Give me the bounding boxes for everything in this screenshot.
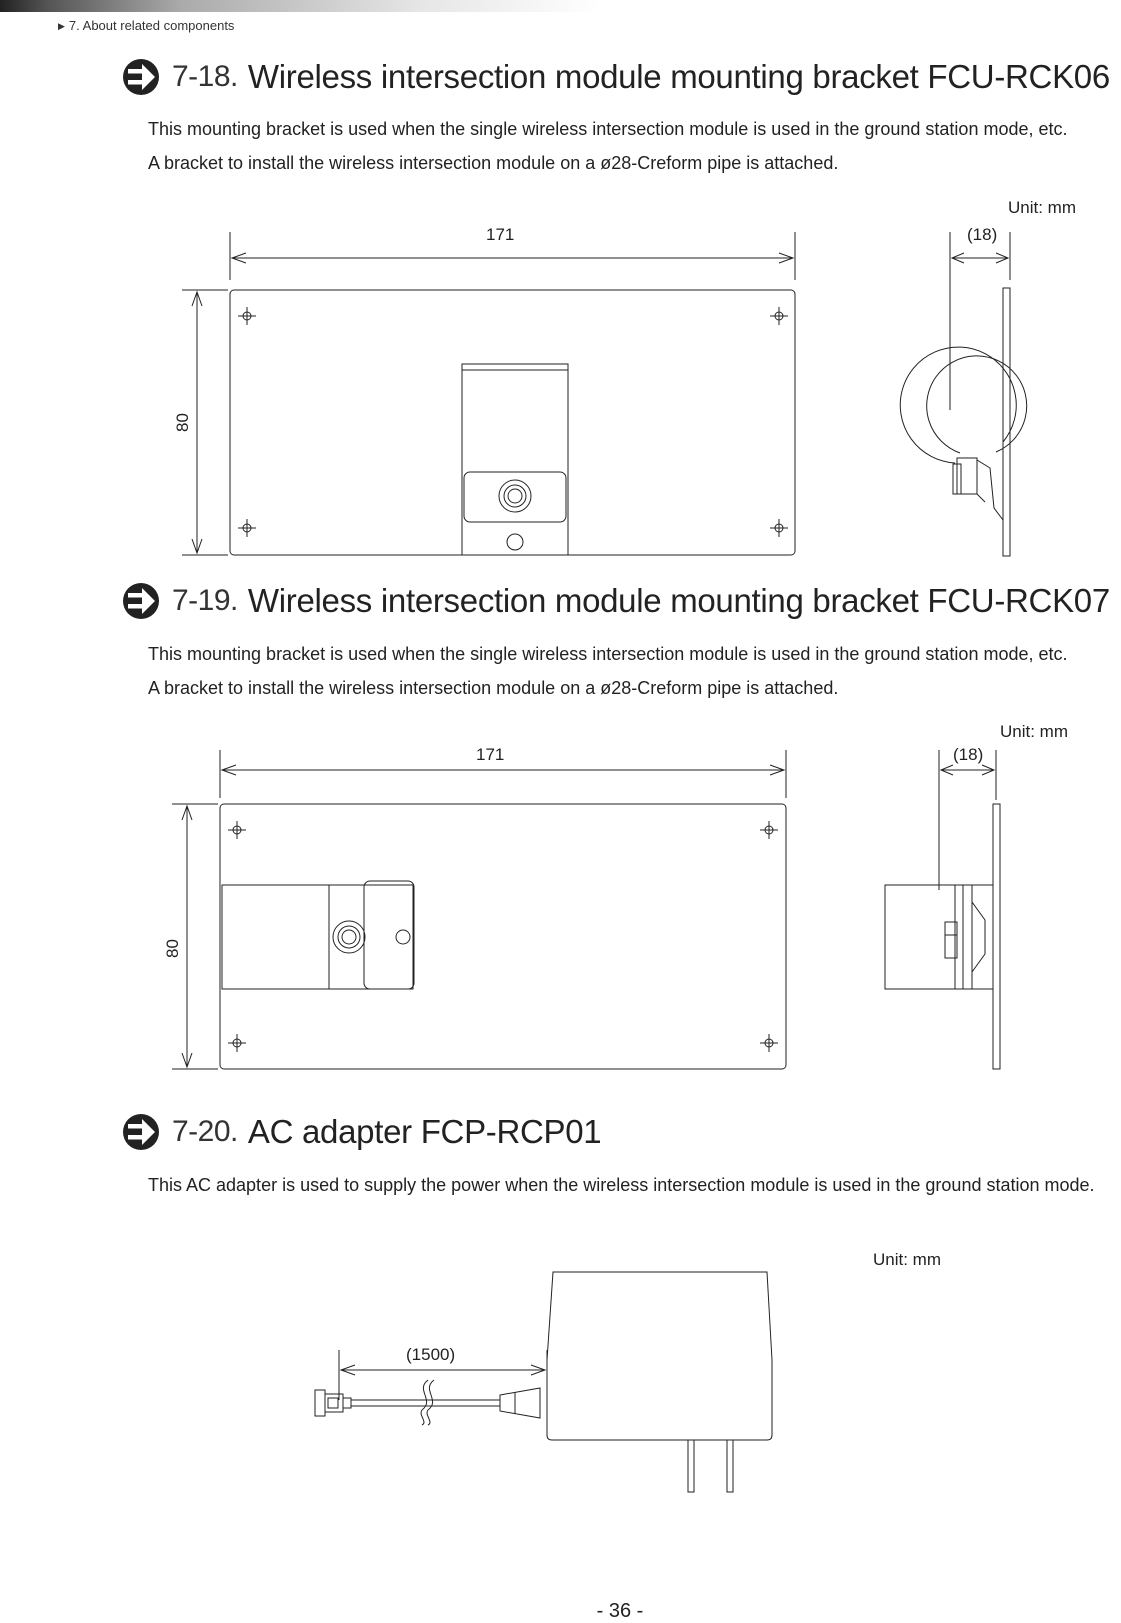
breadcrumb xyxy=(58,18,234,33)
width-dimension-label: 171 xyxy=(486,225,515,244)
arrow-bullet-icon xyxy=(122,582,160,620)
section-heading-7-20 xyxy=(122,1113,601,1151)
drawing-fcu-rck07 xyxy=(0,740,1121,1080)
depth-dimension-label: (18) xyxy=(953,745,984,764)
page-number: - 36 - xyxy=(596,1600,644,1622)
description-line: This mounting bracket is used when the single wireless intersection module is used in the ground station mode, etc. xyxy=(148,119,1068,139)
section-title: AC adapter FCP-RCP01 xyxy=(247,1113,602,1150)
breadcrumb-text: 7. About related components xyxy=(68,18,235,33)
section-description xyxy=(148,1168,1095,1202)
cable-length-label: (1500) xyxy=(406,1345,456,1364)
section-heading-7-18 xyxy=(122,58,1110,96)
unit-label: Unit: mm xyxy=(873,1250,941,1269)
arrow-bullet-icon xyxy=(122,58,160,96)
drawing-fcu-rck06 xyxy=(0,220,1121,565)
section-number: 7-18. xyxy=(172,60,238,93)
width-dimension-label: 171 xyxy=(476,745,505,764)
section-title: Wireless intersection module mounting bracket FCU-RCK06 xyxy=(247,58,1110,95)
height-dimension-label: 80 xyxy=(163,939,182,958)
section-title: Wireless intersection module mounting bracket FCU-RCK07 xyxy=(247,582,1110,619)
unit-label: Unit: mm xyxy=(1008,198,1076,217)
depth-dimension-label: (18) xyxy=(967,225,998,244)
section-description xyxy=(148,637,1068,705)
description-line: A bracket to install the wireless intersection module on a ø28-Creform pipe is attached. xyxy=(148,678,839,698)
arrow-bullet-icon xyxy=(122,1113,160,1151)
section-heading-7-19 xyxy=(122,582,1110,620)
section-number: 7-20. xyxy=(172,1115,238,1148)
header-gradient-bar xyxy=(0,0,600,12)
section-description xyxy=(148,112,1068,180)
breadcrumb-arrow-icon: ▶ xyxy=(58,21,65,31)
description-line: This mounting bracket is used when the single wireless intersection module is used in the ground station mode, etc. xyxy=(148,644,1068,664)
height-dimension-label: 80 xyxy=(173,413,192,432)
description-line: A bracket to install the wireless intersection module on a ø28-Creform pipe is attached. xyxy=(148,153,839,173)
section-number: 7-19. xyxy=(172,584,238,617)
unit-label: Unit: mm xyxy=(1000,722,1068,741)
drawing-fcp-rcp01 xyxy=(0,1260,1121,1500)
description-line: This AC adapter is used to supply the power when the wireless intersection module is used in the ground station mode. xyxy=(148,1175,1095,1195)
